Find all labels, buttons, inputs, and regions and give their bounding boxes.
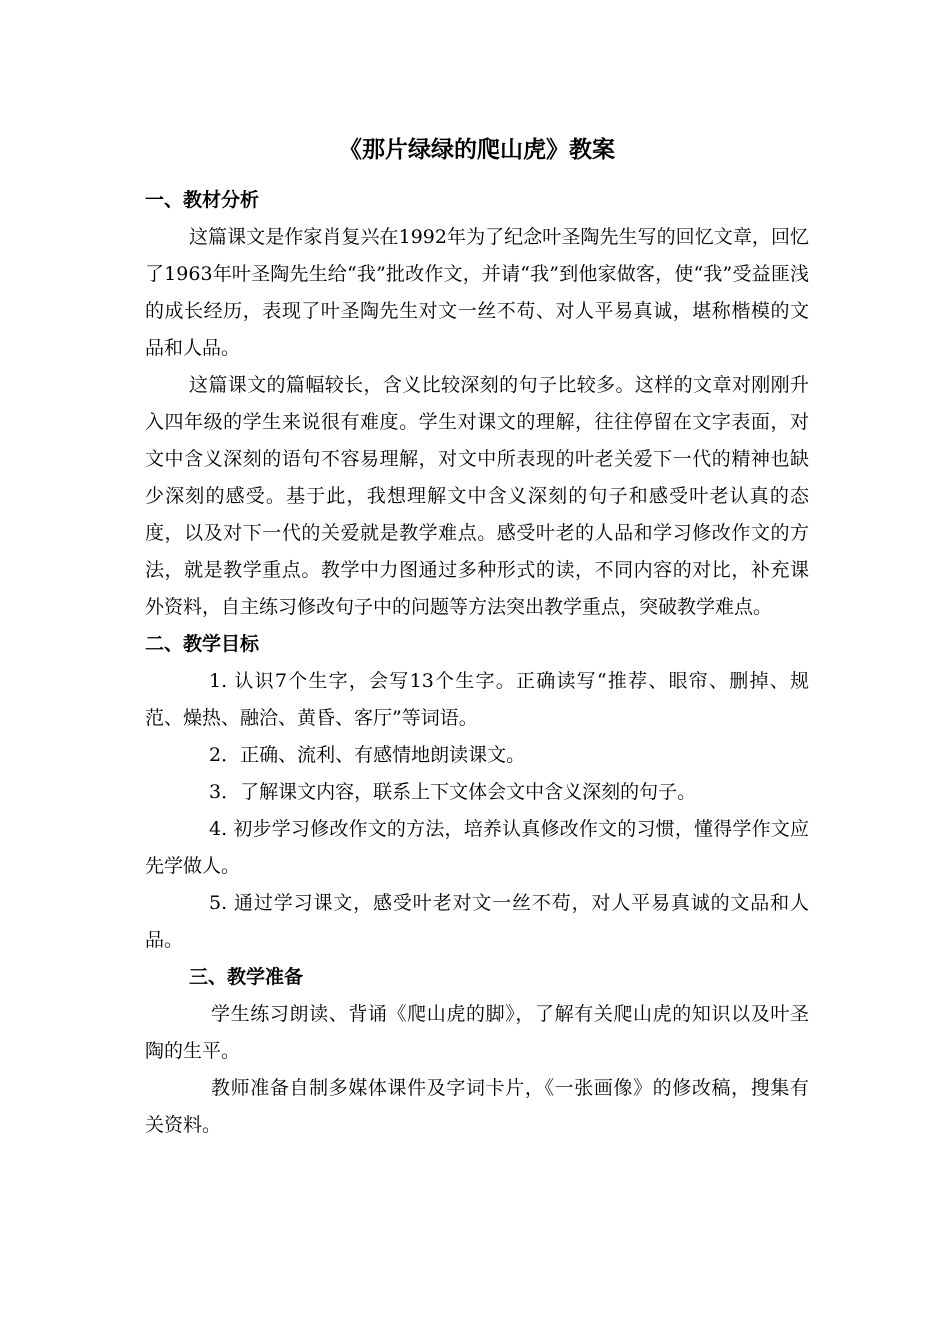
section-teaching-goals: [145, 626, 809, 959]
goal-item: 4. 初步学习修改作文的方法，培养认真修改作文的习惯，懂得学作文应先学做人。: [145, 818, 809, 877]
section-heading: 二、教学目标: [145, 633, 260, 655]
paragraph: 这篇课文是作家肖复兴在1992年为了纪念叶圣陶先生写的回忆文章，回忆了1963年叶圣陶先生给“我”批改作文，并请“我”到他家做客，使“我”受益匪浅的成长经历，表现了叶圣陶先生对文一丝不苟、对人平易真诚，堪称楷模的文品和人品。: [145, 226, 809, 359]
paragraph: 学生练习朗读、背诵《爬山虎的脚》，了解有关爬山虎的知识以及叶圣陶的生平。: [145, 1003, 809, 1062]
goal-item: 3．了解课文内容，联系上下文体会文中含义深刻的句子。: [209, 781, 697, 803]
document-title: 《那片绿绿的爬山虎》教案: [339, 136, 615, 163]
document-page: [145, 130, 809, 1144]
goal-item: 2．正确、流利、有感情地朗读课文。: [209, 744, 526, 766]
paragraph: 这篇课文的篇幅较长，含义比较深刻的句子比较多。这样的文章对刚刚升入四年级的学生来说很有难度。学生对课文的理解，往往停留在文字表面，对文中含义深刻的语句不容易理解，对文中所表现的叶老关爱下一代的精神也缺少深刻的感受。基于此，我想理解文中含义深刻的句子和感受叶老认真的态度，以及对下一代的关爱就是教学难点。感受叶老的人品和学习修改作文的方法，就是教学重点。教学中力图通过多种形式的读，不同内容的对比，补充课外资料，自主练习修改句子中的问题等方法突出教学重点，突破教学难点。: [145, 374, 809, 618]
goal-item: 1. 认识7个生字，会写13个生字。正确读写“推荐、眼帘、删掉、规范、燥热、融洽、黄昏、客厅”等词语。: [145, 670, 809, 729]
section-heading: 三、教学准备: [189, 966, 304, 988]
section-heading: 一、教材分析: [145, 189, 260, 211]
section-textbook-analysis: [145, 182, 809, 626]
goal-item: 5. 通过学习课文，感受叶老对文一丝不苟，对人平易真诚的文品和人品。: [145, 892, 809, 951]
paragraph: 教师准备自制多媒体课件及字词卡片，《一张画像》的修改稿，搜集有关资料。: [145, 1077, 809, 1136]
section-teaching-preparation: [145, 959, 809, 1144]
